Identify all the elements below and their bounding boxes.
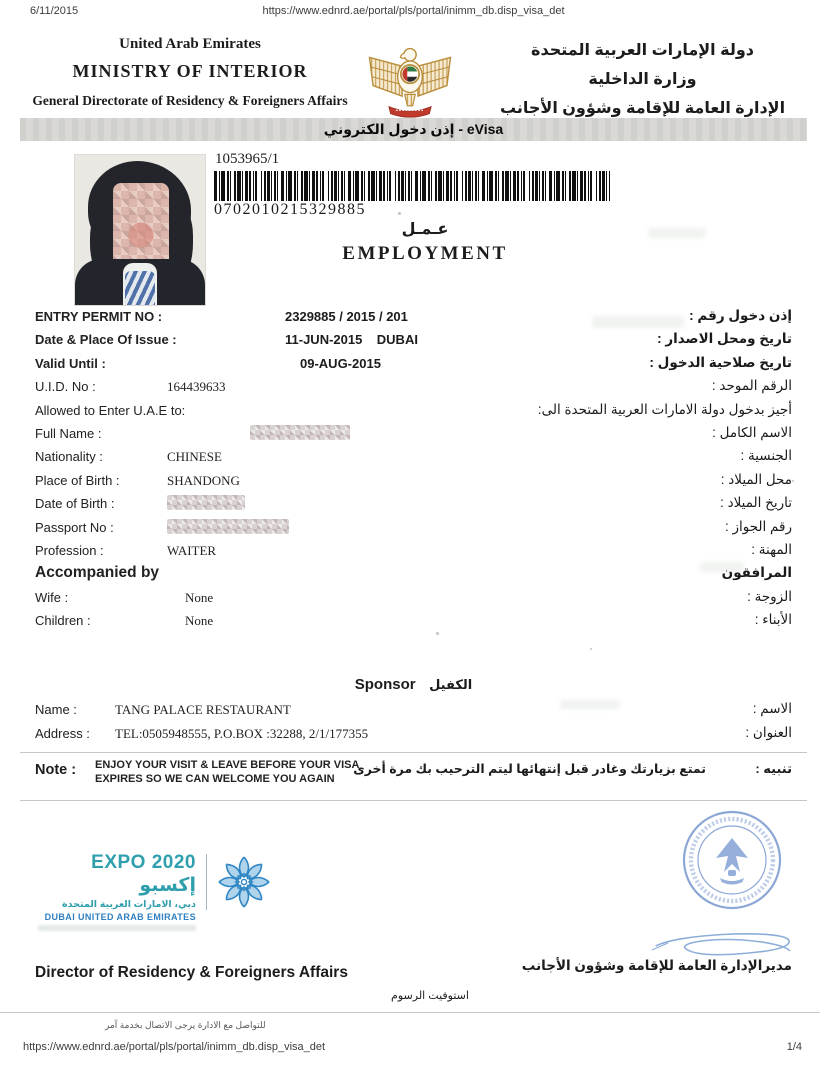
field-label: Date & Place Of Issue :	[35, 332, 177, 348]
scan-ghost-artifact	[700, 562, 744, 572]
ministry-header-english	[22, 36, 358, 109]
applicant-photo	[75, 155, 205, 305]
note-text-english	[95, 759, 359, 786]
note-line2: EXPIRES SO WE CAN WELCOME YOU AGAIN	[95, 772, 335, 785]
print-date: 6/11/2015	[30, 5, 79, 17]
divider-line	[20, 752, 807, 753]
row-full-name	[35, 423, 792, 446]
row-accompanied-by	[35, 563, 792, 586]
field-value: 164439633	[167, 379, 226, 395]
row-passport-no	[35, 517, 792, 540]
scan-speck	[398, 212, 401, 215]
field-label-arabic: تاريخ ومحل الاصدار :	[657, 331, 792, 347]
country-name: United Arab Emirates	[119, 36, 261, 52]
scan-speck	[590, 648, 592, 650]
note-section	[35, 756, 792, 796]
row-sponsor-name	[35, 699, 792, 723]
official-stamp	[680, 808, 784, 917]
expo2020-rosette-icon	[216, 854, 272, 915]
director-signoff	[35, 958, 792, 988]
field-label: Address :	[35, 726, 90, 741]
field-value: SHANDONG	[167, 472, 240, 488]
field-label: Nationality :	[35, 449, 103, 465]
scan-ghost-artifact	[560, 700, 620, 709]
row-valid-until	[35, 353, 792, 376]
field-value: 2329885 / 2015 / 201	[285, 309, 408, 324]
row-sponsor-address	[35, 723, 792, 747]
field-label-arabic: الأبناء :	[754, 612, 792, 628]
divider-line	[20, 800, 807, 801]
sponsor-heading-english: Sponsor	[354, 676, 416, 693]
expo2020-logo	[38, 846, 268, 924]
evisa-banner	[20, 118, 807, 141]
redacted-value	[250, 425, 350, 440]
row-place-of-birth	[35, 470, 792, 493]
ministry-header-arabic	[470, 36, 815, 123]
country-name-arabic: دولة الإمارات العربية المتحدة	[531, 42, 754, 59]
directorate-name: General Directorate of Residency & Foreigners Affairs	[32, 93, 348, 108]
field-value: TANG PALACE RESTAURANT	[115, 702, 291, 717]
row-profession	[35, 540, 792, 563]
sponsor-fields	[35, 699, 792, 747]
print-url: https://www.ednrd.ae/portal/pls/portal/inimm_db.disp_visa_det	[262, 5, 565, 17]
row-uid-no	[35, 376, 792, 399]
scan-smudge	[38, 925, 196, 931]
footer-page-number: 1/4	[786, 1041, 802, 1053]
row-date-of-birth	[35, 493, 792, 516]
visa-type-block	[215, 219, 635, 265]
field-label: Full Name :	[35, 425, 102, 441]
scan-speck	[436, 632, 439, 635]
field-label: Wife :	[35, 589, 69, 605]
field-label-arabic: الاسم الكامل :	[712, 424, 792, 440]
field-label-arabic: العنوان :	[745, 725, 792, 740]
sponsor-heading	[0, 676, 827, 694]
field-label: Date of Birth :	[35, 496, 115, 512]
field-label: Passport No :	[35, 519, 114, 535]
row-nationality	[35, 446, 792, 469]
redacted-value	[167, 519, 289, 534]
ministry-name: MINISTRY OF INTERIOR	[72, 61, 308, 81]
field-label: ENTRY PERMIT NO :	[35, 309, 163, 324]
field-value: WAITER	[167, 542, 217, 558]
scan-speck	[792, 480, 794, 482]
field-value: None	[185, 589, 214, 605]
field-label: Profession :	[35, 542, 104, 558]
field-value: TEL:0505948555, P.O.BOX :32288, 2/1/177355	[115, 726, 369, 741]
field-label-arabic: الرقم الموحد :	[711, 378, 792, 394]
field-label: Children :	[35, 613, 91, 629]
field-value: CHINESE	[167, 449, 222, 465]
field-label-arabic: رقم الجواز :	[724, 518, 792, 534]
field-label: Valid Until :	[35, 355, 106, 371]
photo-scarf	[125, 271, 155, 305]
director-title-english: Director of Residency & Foreigners Affairs	[35, 964, 348, 981]
field-value: None	[185, 613, 214, 629]
redacted-value	[167, 495, 245, 510]
field-label-arabic: الجنسية :	[740, 448, 792, 464]
footer-url: https://www.ednrd.ae/portal/pls/portal/inimm_db.disp_visa_det	[23, 1041, 326, 1053]
field-label: Allowed to Enter U.A.E to:	[35, 402, 186, 418]
expo-subtitle-english: DUBAI UNITED ARAB EMIRATES	[44, 912, 196, 922]
note-label-arabic: تنبيه :	[755, 761, 792, 776]
visa-serial-number: 1053965/1	[215, 151, 280, 167]
field-label: Place of Birth :	[35, 472, 120, 488]
visa-type-arabic: عـمـل	[401, 221, 449, 238]
evisa-banner-title: إذن دخول الكتروني - eVisa	[323, 121, 504, 137]
field-label-arabic: تاريخ صلاحية الدخول :	[649, 354, 792, 370]
field-label-arabic: المهنة :	[751, 541, 792, 557]
fees-paid-text: استوفيت الرسوم	[391, 990, 469, 1002]
field-label-arabic: الاسم :	[752, 701, 792, 716]
section-heading-arabic: المرافقون	[721, 565, 792, 581]
field-label-arabic: محل الميلاد :	[720, 471, 792, 487]
note-text-arabic: تمتع بزيارتك وغادر قبل إنتهائها ليتم الترحيب بك مرة أخرى	[353, 762, 706, 776]
field-label: Name :	[35, 702, 77, 717]
note-line1: ENJOY YOUR VISIT & LEAVE BEFORE YOUR VISA	[95, 759, 360, 771]
visa-type-english: EMPLOYMENT	[342, 243, 508, 264]
photo-blurred-face	[113, 183, 169, 267]
field-label: U.I.D. No :	[35, 379, 96, 395]
expo-subtitle-arabic: دبي، الامارات العربية المتحدة	[62, 899, 196, 910]
barcode-number: 0702010215329885	[214, 201, 366, 218]
ministry-name-arabic: وزارة الداخلية	[588, 71, 697, 88]
section-heading: Accompanied by	[35, 564, 160, 582]
directorate-name-arabic: الإدارة العامة للإقامة وشؤون الأجانب	[499, 100, 786, 117]
scan-ghost-artifact	[648, 228, 706, 238]
sponsor-heading-arabic: الكفيل	[429, 677, 473, 692]
note-label: Note :	[35, 762, 77, 778]
row-children	[35, 610, 792, 633]
field-label-arabic: تاريخ الميلاد :	[720, 495, 792, 511]
visa-fields	[35, 306, 792, 633]
director-title-arabic: مديرالإدارة العامة للإقامة وشؤون الأجانب	[521, 958, 792, 973]
row-allowed-to-enter	[35, 400, 792, 423]
scan-ghost-artifact	[592, 316, 684, 328]
expo-logo-divider	[206, 854, 207, 910]
divider-line	[0, 1012, 820, 1013]
contact-text-arabic: للتواصل مع الادارة يرجى الاتصال بخدمة آمر	[105, 1020, 266, 1030]
uae-falcon-emblem-icon	[366, 31, 454, 124]
field-value: 11-JUN-2015 DUBAI	[285, 332, 418, 348]
row-date-place-of-issue	[35, 329, 792, 352]
expo-title: EXPO 2020 إكسبو	[91, 852, 196, 896]
field-label-arabic: أجيز بدخول دولة الامارات العربية المتحدة الى:	[537, 401, 792, 417]
field-label-arabic: إذن دخول رقم :	[689, 308, 792, 323]
field-label-arabic: الزوجة :	[747, 588, 792, 604]
field-value: 09-AUG-2015	[300, 355, 381, 371]
row-wife	[35, 587, 792, 610]
